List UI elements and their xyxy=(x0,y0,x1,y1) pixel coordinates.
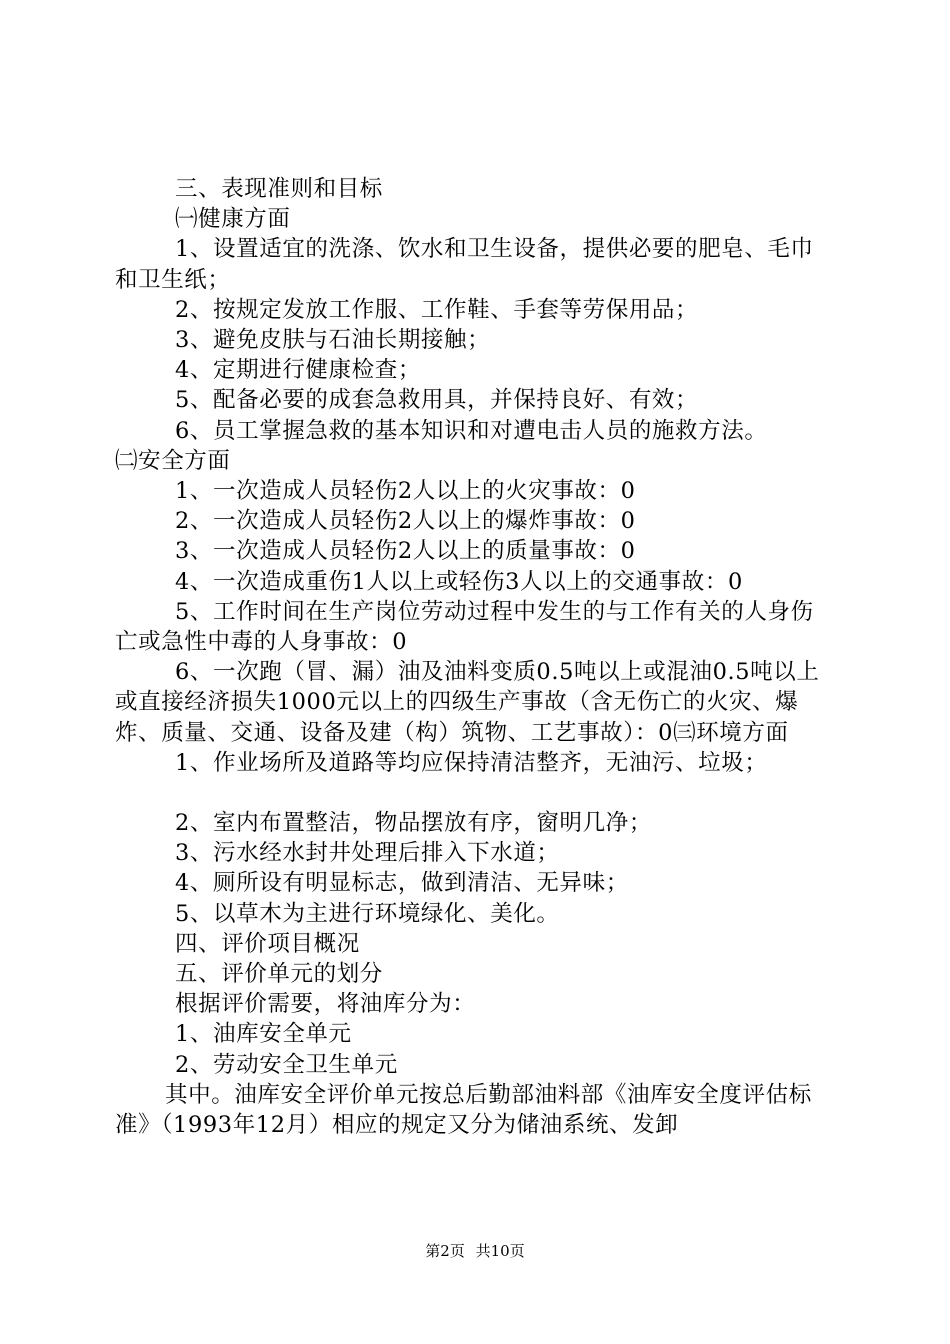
paragraph: 2、室内布置整洁，物品摆放有序，窗明几净； xyxy=(175,810,652,837)
document-body xyxy=(115,174,835,1140)
page-number: 第2页 xyxy=(425,1242,465,1260)
paragraph: 6、员工掌握急救的基本知识和对遭电击人员的施救方法。 xyxy=(175,417,768,444)
paragraph: 5、工作时间在生产岗位劳动过程中发生的与工作有关的人身伤亡或急性中毒的人身事故：0 xyxy=(115,598,814,656)
paragraph: 1、油库安全单元 xyxy=(175,1021,352,1048)
paragraph: 2、一次造成人员轻伤2人以上的爆炸事故：0 xyxy=(175,508,636,535)
paragraph: 2、劳动安全卫生单元 xyxy=(175,1051,398,1078)
paragraph: 1、设置适宜的洗涤、饮水和卫生设备，提供必要的肥皂、毛巾和卫生纸； xyxy=(115,236,814,293)
paragraph: 6、一次跑（冒、漏）油及油料变质0.5吨以上或混油0.5吨以上或直接经济损失1000元以上的四级生产事故（含无伤亡的火灾、爆炸、质量、交通、设备及建（构）筑物、工艺事故）：0㈢环境方面 xyxy=(115,659,820,746)
paragraph: 根据评价需要，将油库分为： xyxy=(175,991,476,1018)
paragraph: 5、配备必要的成套急救用具，并保持良好、有效； xyxy=(175,387,699,414)
paragraph: 4、一次造成重伤1人以上或轻伤3人以上的交通事故：0 xyxy=(175,568,743,595)
paragraph: ㈡安全方面 xyxy=(115,447,231,474)
paragraph: 1、一次造成人员轻伤2人以上的火灾事故：0 xyxy=(175,478,636,505)
paragraph: 其中。油库安全评价单元按总后勤部油料部《油库安全度评估标准》（1993年12月）相应的规定又分为储油系统、发卸 xyxy=(115,1081,812,1139)
page-footer xyxy=(0,1240,950,1261)
paragraph: 4、厕所设有明显标志，做到清洁、无异味； xyxy=(175,870,629,897)
paragraph: 四、评价项目概况 xyxy=(175,930,360,957)
paragraph: 3、污水经水封井处理后排入下水道； xyxy=(175,840,560,867)
paragraph: 三、表现准则和目标 xyxy=(175,176,383,202)
paragraph: 4、定期进行健康检查； xyxy=(175,357,421,384)
blank-line xyxy=(115,778,835,808)
paragraph: 5、以草木为主进行环境绿化、美化。 xyxy=(175,900,560,927)
paragraph: 3、一次造成人员轻伤2人以上的质量事故：0 xyxy=(175,538,636,565)
paragraph: 五、评价单元的划分 xyxy=(175,961,383,988)
paragraph: 3、避免皮肤与石油长期接触； xyxy=(175,327,491,354)
paragraph: ㈠健康方面 xyxy=(175,206,291,233)
paragraph: 1、作业场所及道路等均应保持清洁整齐，无油污、垃圾； xyxy=(175,749,768,776)
page-total: 共10页 xyxy=(475,1242,525,1260)
paragraph: 2、按规定发放工作服、工作鞋、手套等劳保用品； xyxy=(175,296,699,323)
